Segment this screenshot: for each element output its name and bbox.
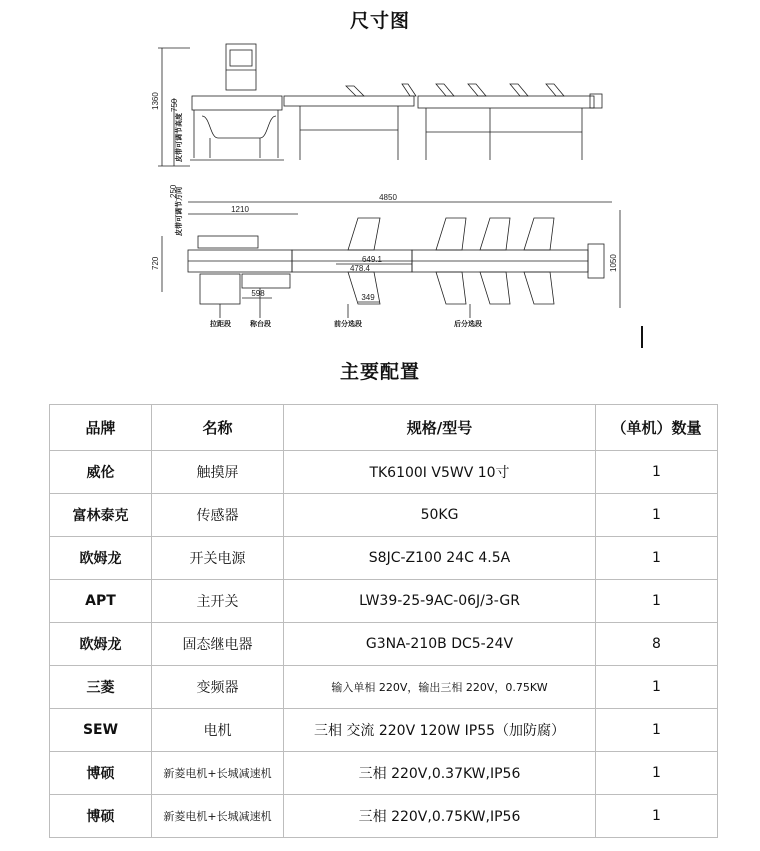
dim-1210: 1210 <box>231 205 249 214</box>
cell-brand: 博硕 <box>50 752 152 795</box>
side-note: 皮带可调节高度 <box>175 113 183 162</box>
table-row <box>50 709 718 752</box>
cell-qty: 1 <box>596 666 718 709</box>
cell-brand: 欧姆龙 <box>50 537 152 580</box>
table-row <box>50 752 718 795</box>
cell-spec: S8JC-Z100 24C 4.5A <box>284 537 596 580</box>
cell-brand: 三菱 <box>50 666 152 709</box>
table-row <box>50 580 718 623</box>
cell-name: 电机 <box>152 709 284 752</box>
table-row <box>50 537 718 580</box>
cell-brand: APT <box>50 580 152 623</box>
config-table <box>49 404 718 838</box>
label-pull-section: 拉距段 <box>210 320 231 328</box>
label-weigh-section: 称台段 <box>250 320 271 328</box>
label-front-sort: 前分选段 <box>334 320 362 328</box>
cell-qty: 1 <box>596 580 718 623</box>
dim-478: 478.4 <box>349 264 371 273</box>
dim-1050: 1050 <box>609 254 618 272</box>
cell-spec: LW39-25-9AC-06J/3-GR <box>284 580 596 623</box>
top-note: 皮带可调节方向 <box>175 187 183 236</box>
label-rear-sort: 后分选段 <box>454 320 482 328</box>
cell-name: 开关电源 <box>152 537 284 580</box>
header-brand: 品牌 <box>50 405 152 451</box>
cell-spec: 三相 交流 220V 120W IP55（加防腐） <box>284 709 596 752</box>
cell-brand: 威伦 <box>50 451 152 494</box>
cell-name: 固态继电器 <box>152 623 284 666</box>
table-row <box>50 451 718 494</box>
drawing-heading: 尺寸图 <box>349 10 410 32</box>
cell-qty: 8 <box>596 623 718 666</box>
header-name: 名称 <box>152 405 284 451</box>
dim-720: 720 <box>151 256 160 270</box>
config-heading: 主要配置 <box>339 361 420 383</box>
header-spec: 规格/型号 <box>284 405 596 451</box>
table-row <box>50 795 718 838</box>
cell-spec: 三相 220V,0.37KW,IP56 <box>284 752 596 795</box>
table-row <box>50 623 718 666</box>
cell-brand: 欧姆龙 <box>50 623 152 666</box>
cell-qty: 1 <box>596 451 718 494</box>
cell-qty: 1 <box>596 752 718 795</box>
cell-qty: 1 <box>596 795 718 838</box>
dim-649: 649.1 <box>361 255 383 264</box>
dim-349: 349 <box>361 293 375 302</box>
cell-name: 新菱电机+长城减速机 <box>152 795 284 838</box>
cell-name: 变频器 <box>152 666 284 709</box>
dimension-drawing <box>150 40 630 335</box>
dim-750: 750 <box>170 98 179 112</box>
dim-1360: 1360 <box>151 92 160 110</box>
cell-name: 触摸屏 <box>152 451 284 494</box>
table-row <box>50 494 718 537</box>
table-row <box>50 666 718 709</box>
cell-qty: 1 <box>596 494 718 537</box>
cell-brand: 富林泰克 <box>50 494 152 537</box>
cell-spec: TK6100I V5WV 10寸 <box>284 451 596 494</box>
cell-name: 新菱电机+长城减速机 <box>152 752 284 795</box>
cell-name: 传感器 <box>152 494 284 537</box>
cell-spec: 输入单相 220V，输出三相 220V，0.75KW <box>284 666 596 709</box>
cell-brand: SEW <box>50 709 152 752</box>
cell-spec: G3NA-210B DC5-24V <box>284 623 596 666</box>
cell-qty: 1 <box>596 709 718 752</box>
cell-qty: 1 <box>596 537 718 580</box>
dim-250: 250 <box>169 184 178 198</box>
header-qty: （单机）数量 <box>596 405 718 451</box>
cell-spec: 三相 220V,0.75KW,IP56 <box>284 795 596 838</box>
dim-4850: 4850 <box>379 193 397 202</box>
dim-598: 598 <box>251 289 265 298</box>
table-header-row <box>50 405 718 451</box>
cell-name: 主开关 <box>152 580 284 623</box>
text-cursor <box>641 326 643 348</box>
cell-spec: 50KG <box>284 494 596 537</box>
cell-brand: 博硕 <box>50 795 152 838</box>
